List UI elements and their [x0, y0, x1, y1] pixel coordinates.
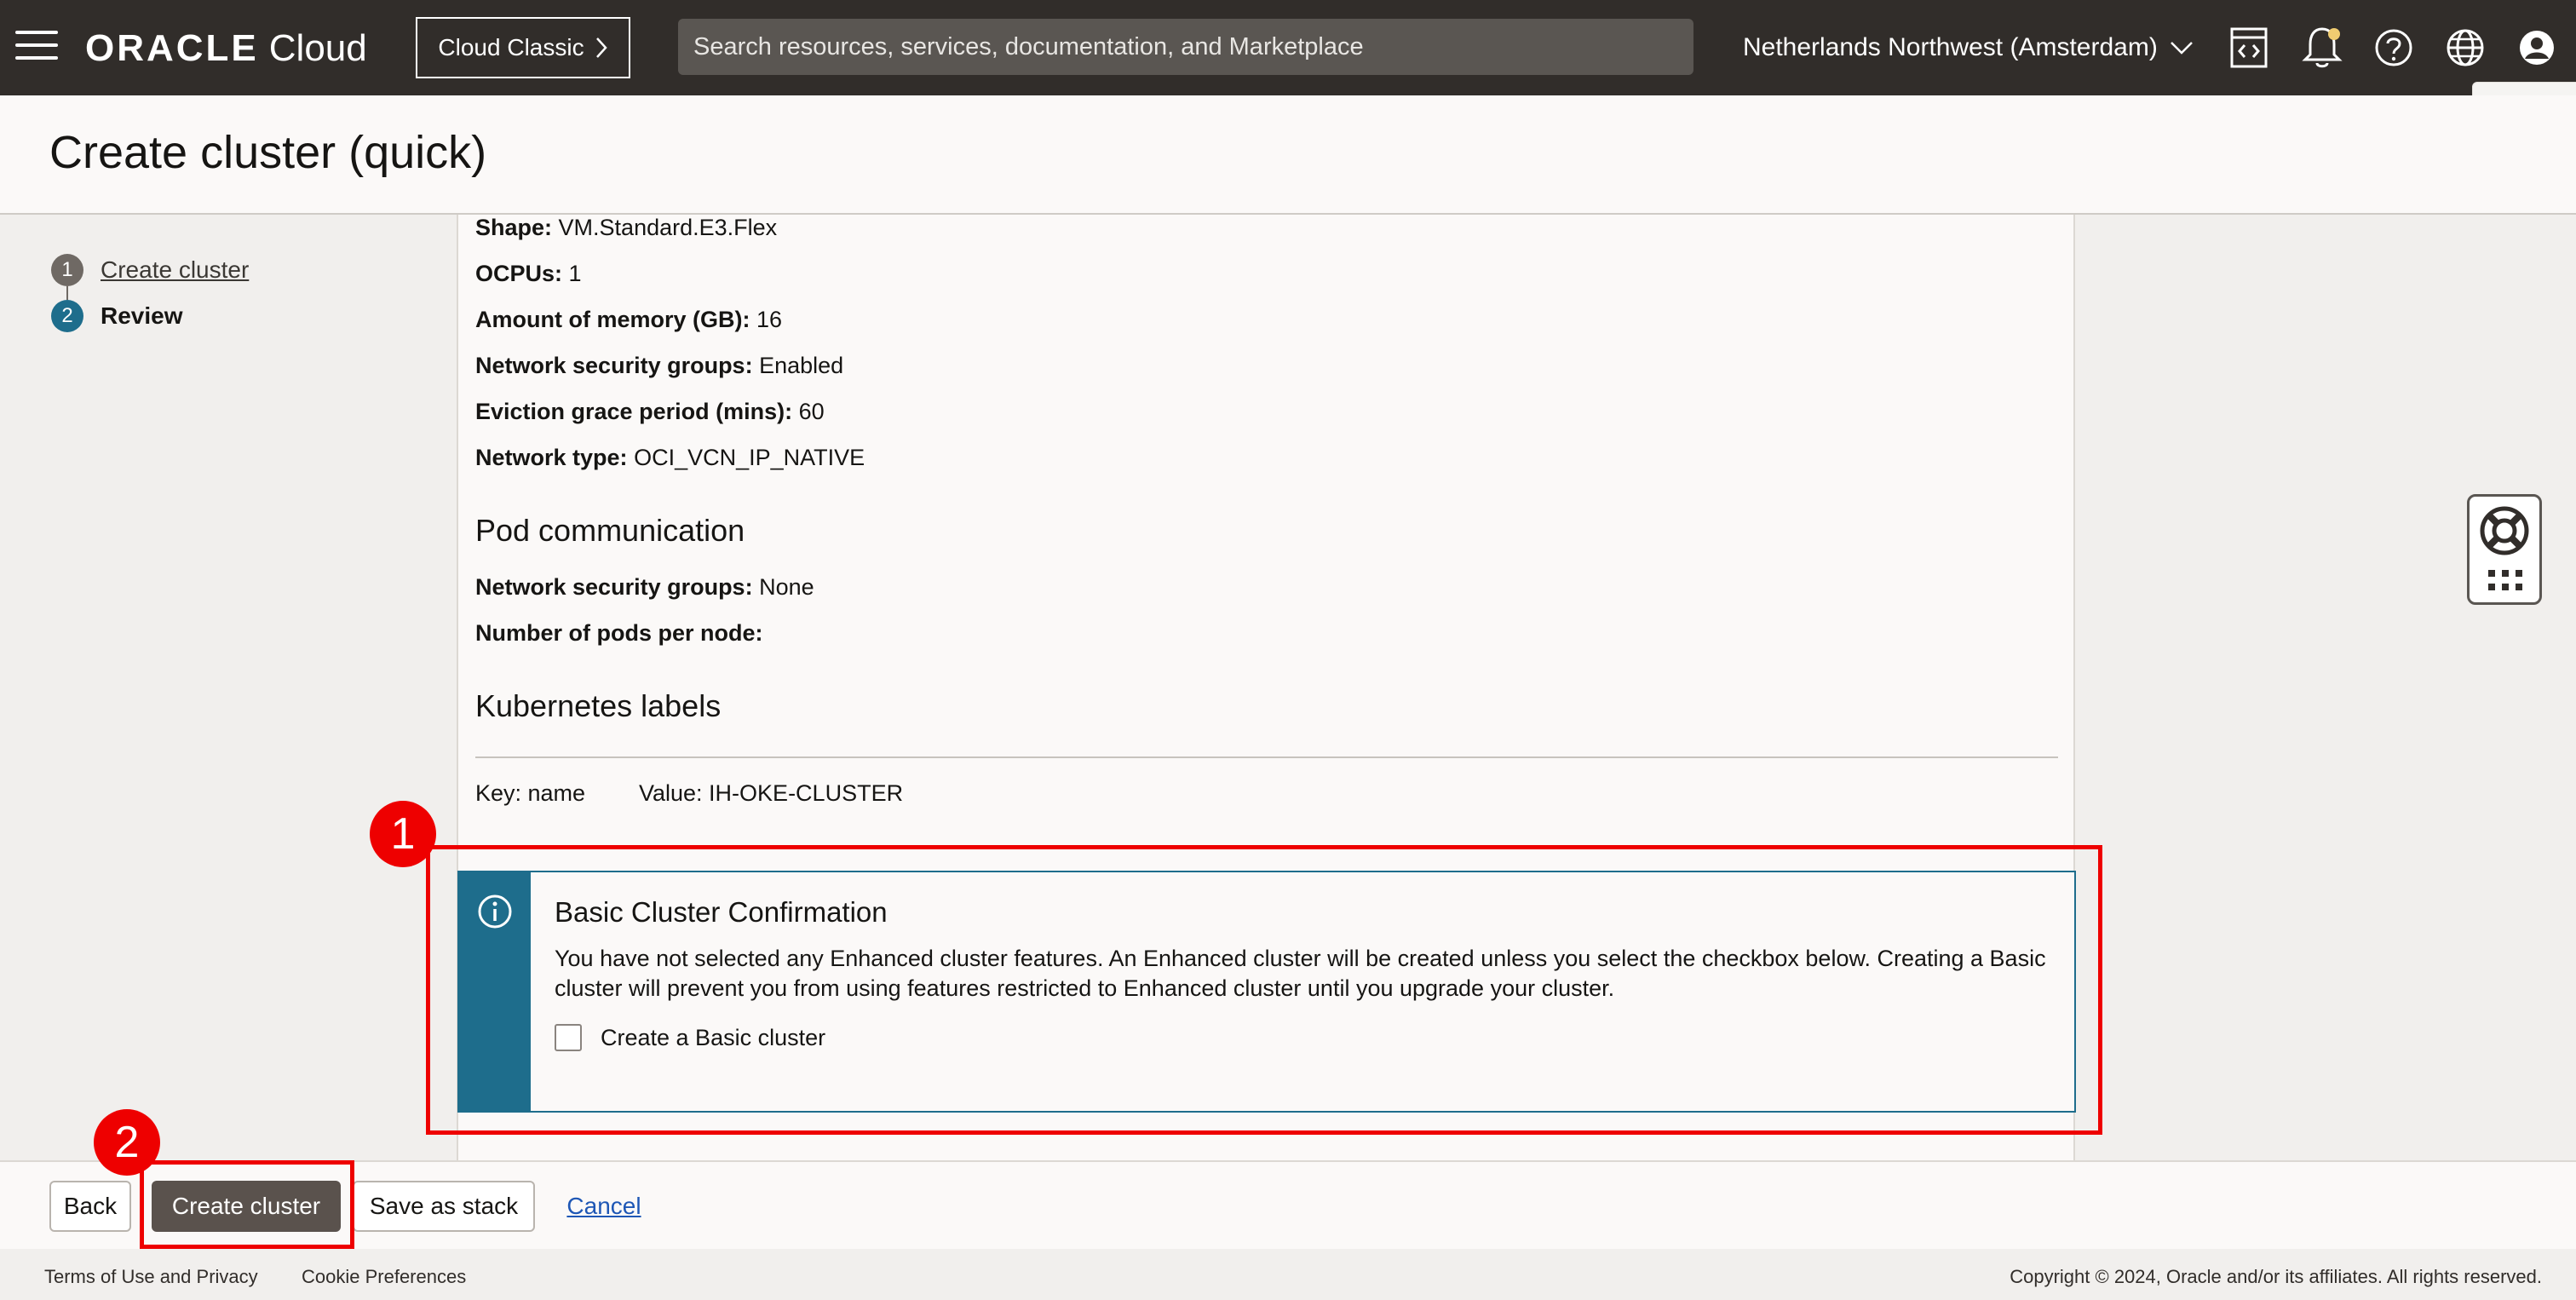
chevron-right-icon [595, 36, 608, 60]
network-type-value: OCI_VCN_IP_NATIVE [634, 445, 865, 470]
ocpus-row [475, 261, 582, 287]
region-selector[interactable] [1743, 26, 2194, 70]
action-bar [0, 1160, 2576, 1249]
pod-nsg-label: Network security groups: [475, 574, 753, 600]
cloud-classic-label: Cloud Classic [438, 34, 584, 60]
oracle-cloud-logo[interactable] [85, 26, 367, 72]
memory-value: 16 [756, 307, 783, 332]
cookie-preferences-link[interactable]: Cookie Preferences [302, 1266, 467, 1287]
terms-link[interactable]: Terms of Use and Privacy [44, 1266, 258, 1287]
shape-label: Shape: [475, 215, 553, 240]
pod-communication-heading: Pod communication [475, 513, 745, 548]
notice-stripe [459, 872, 531, 1111]
basic-cluster-checkbox-row[interactable] [555, 1024, 2074, 1051]
step-review [51, 300, 249, 332]
page-header [0, 95, 2576, 215]
logo-brand: ORACLE [85, 27, 259, 69]
back-button[interactable]: Back [49, 1181, 131, 1232]
step-number: 1 [51, 254, 83, 286]
ocpus-value: 1 [568, 261, 582, 286]
region-label: Netherlands Northwest (Amsterdam) [1743, 33, 2158, 61]
pod-nsg-value: None [759, 574, 814, 600]
step-connector [66, 286, 68, 300]
cancel-link[interactable]: Cancel [555, 1181, 653, 1232]
profile-icon[interactable] [2511, 22, 2562, 73]
info-icon [476, 893, 514, 930]
basic-cluster-checkbox[interactable] [555, 1024, 582, 1051]
label-key: Key: name [475, 780, 586, 806]
hamburger-menu-icon[interactable] [15, 31, 58, 65]
bell-icon[interactable] [2297, 22, 2348, 73]
pods-per-node-row [475, 620, 763, 647]
basic-cluster-confirmation [457, 871, 2076, 1113]
notice-title: Basic Cluster Confirmation [555, 896, 888, 928]
notice-body [531, 872, 2074, 1111]
annotation-badge-1: 1 [370, 801, 436, 867]
step-label: Review [101, 302, 183, 329]
page-footer [0, 1249, 2576, 1300]
save-as-stack-button[interactable]: Save as stack [353, 1181, 535, 1232]
lifebuoy-icon [2470, 502, 2539, 561]
eviction-value: 60 [798, 399, 825, 424]
labels-divider [475, 756, 2058, 758]
memory-label: Amount of memory (GB): [475, 307, 750, 332]
globe-icon[interactable] [2440, 22, 2491, 73]
network-type-label: Network type: [475, 445, 628, 470]
annotation-badge-2: 2 [94, 1109, 160, 1176]
shape-row [475, 215, 777, 241]
eviction-label: Eviction grace period (mins): [475, 399, 793, 424]
cloud-classic-button[interactable] [416, 17, 630, 78]
step-label[interactable]: Create cluster [101, 256, 250, 283]
ocpus-label: OCPUs: [475, 261, 563, 286]
shape-value: VM.Standard.E3.Flex [558, 215, 778, 240]
pod-nsg-row [475, 574, 814, 601]
help-icon[interactable] [2368, 22, 2419, 73]
label-value: Value: IH-OKE-CLUSTER [639, 780, 904, 806]
network-type-row [475, 445, 865, 471]
help-widget[interactable] [2467, 494, 2542, 605]
basic-cluster-checkbox-label[interactable]: Create a Basic cluster [601, 1024, 826, 1050]
pods-per-node-label: Number of pods per node: [475, 620, 763, 646]
code-editor-icon[interactable] [2223, 22, 2274, 73]
copyright-text: Copyright © 2024, Oracle and/or its affiliates. All rights reserved. [2010, 1266, 2542, 1287]
memory-row [475, 307, 782, 333]
top-navigation-bar [0, 0, 2576, 95]
create-cluster-button[interactable]: Create cluster [152, 1181, 341, 1232]
page-title: Create cluster (quick) [49, 127, 487, 178]
nsg-value: Enabled [759, 353, 844, 378]
eviction-row [475, 399, 825, 425]
kubernetes-labels-heading: Kubernetes labels [475, 688, 722, 723]
notice-text: You have not selected any Enhanced cluster features. An Enhanced cluster will be created unless you select the checkbox below. Creating a Basic cluster will prevent you from using features restricted to Enhanced cluster until you upgrade your cluster. [555, 946, 2046, 1001]
wizard-steps [51, 254, 249, 346]
search-input[interactable] [678, 19, 1693, 75]
grid-icon [2485, 568, 2527, 594]
chevron-down-icon [2170, 40, 2194, 55]
step-create-cluster[interactable] [51, 254, 249, 286]
logo-product: Cloud [268, 27, 367, 69]
nsg-row [475, 353, 843, 379]
step-number: 2 [51, 300, 83, 332]
nsg-label: Network security groups: [475, 353, 753, 378]
